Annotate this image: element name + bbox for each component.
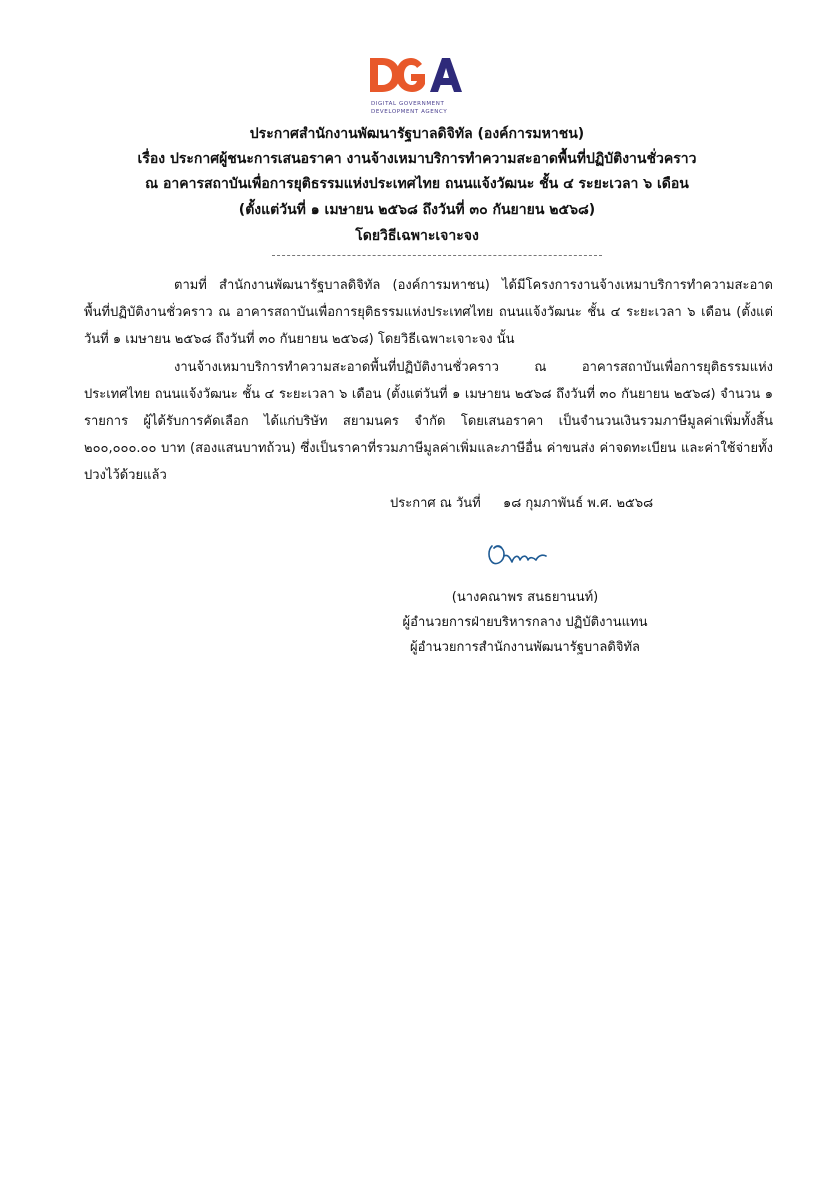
announcement-title: ประกาศสำนักงานพัฒนารัฐบาลดิจิทัล (องค์การมหาชน)	[249, 126, 585, 142]
body-paragraph-1: ตามที่ สำนักงานพัฒนารัฐบาลดิจิทัล (องค์การมหาชน) ได้มีโครงการงานจ้างเหมาบริการทำความสะอาดพื้นที่ปฏิบัติงานชั่วคราว ณ อาคารสถาบันเพื่อการยุติธรรมแห่งประเทศไทย ถนนแจ้งวัฒนะ ชั้น ๔ ระยะเวลา ๖ เดือน (ตั้งแต่วันที่ ๑ เมษายน ๒๕๖๘ ถึงวันที่ ๓๐ กันยายน ๒๕๖๘) โดยวิธีเฉพาะเจาะจง นั้น	[84, 278, 773, 347]
announce-prefix: ประกาศ ณ วันที่	[390, 496, 481, 511]
announce-date-line	[390, 494, 653, 514]
signer-position-2: ผู้อำนวยการสำนักงานพัฒนารัฐบาลดิจิทัล	[410, 640, 640, 655]
logo-line-1: DIGITAL GOVERNMENT	[371, 101, 445, 107]
signer-position-1: ผู้อำนวยการฝ่ายบริหารกลาง ปฏิบัติงานแทน	[402, 615, 648, 630]
signature-icon	[484, 536, 554, 572]
announcement-method: โดยวิธีเฉพาะเจาะจง	[355, 228, 479, 244]
dashed-divider	[272, 255, 602, 256]
dga-logo-mark-icon	[366, 54, 466, 98]
announcement-subject: เรื่อง ประกาศผู้ชนะการเสนอราคา งานจ้างเหมาบริการทำความสะอาดพื้นที่ปฏิบัติงานชั่วคราว	[137, 151, 697, 167]
dga-logo	[366, 54, 466, 118]
announce-date: ๑๘ กุมภาพันธ์ พ.ศ. ๒๕๖๘	[503, 496, 654, 511]
body-paragraph-2: งานจ้างเหมาบริการทำความสะอาดพื้นที่ปฏิบัติงานชั่วคราว ณ อาคารสถาบันเพื่อการยุติธรรมแห่งประเทศไทย ถนนแจ้งวัฒนะ ชั้น ๔ ระยะเวลา ๖ เดือน (ตั้งแต่วันที่ ๑ เมษายน ๒๕๖๘ ถึงวันที่ ๓๐ กันยายน ๒๕๖๘) จำนวน ๑ รายการ ผู้ได้รับการคัดเลือก ได้แก่บริษัท สยามนคร จำกัด โดยเสนอราคา เป็นจำนวนเงินรวมภาษีมูลค่าเพิ่มทั้งสิ้น ๒๐๐,๐๐๐.๐๐ บาท (สองแสนบาทถ้วน) ซึ่งเป็นราคาที่รวมภาษีมูลค่าเพิ่มและภาษีอื่น ค่าขนส่ง ค่าจดทะเบียน และค่าใช้จ่ายทั้งปวงไว้ด้วยแล้ว	[84, 360, 773, 483]
announcement-location: ณ อาคารสถาบันเพื่อการยุติธรรมแห่งประเทศไทย ถนนแจ้งวัฒนะ ชั้น ๔ ระยะเวลา ๖ เดือน	[145, 176, 689, 192]
signer-name: (นางคณาพร สนธยานนท์)	[451, 590, 599, 605]
announcement-period: (ตั้งแต่วันที่ ๑ เมษายน ๒๕๖๘ ถึงวันที่ ๓๐ กันยายน ๒๕๖๘)	[238, 202, 596, 218]
logo-line-2: DEVELOPMENT AGENCY	[371, 109, 448, 115]
